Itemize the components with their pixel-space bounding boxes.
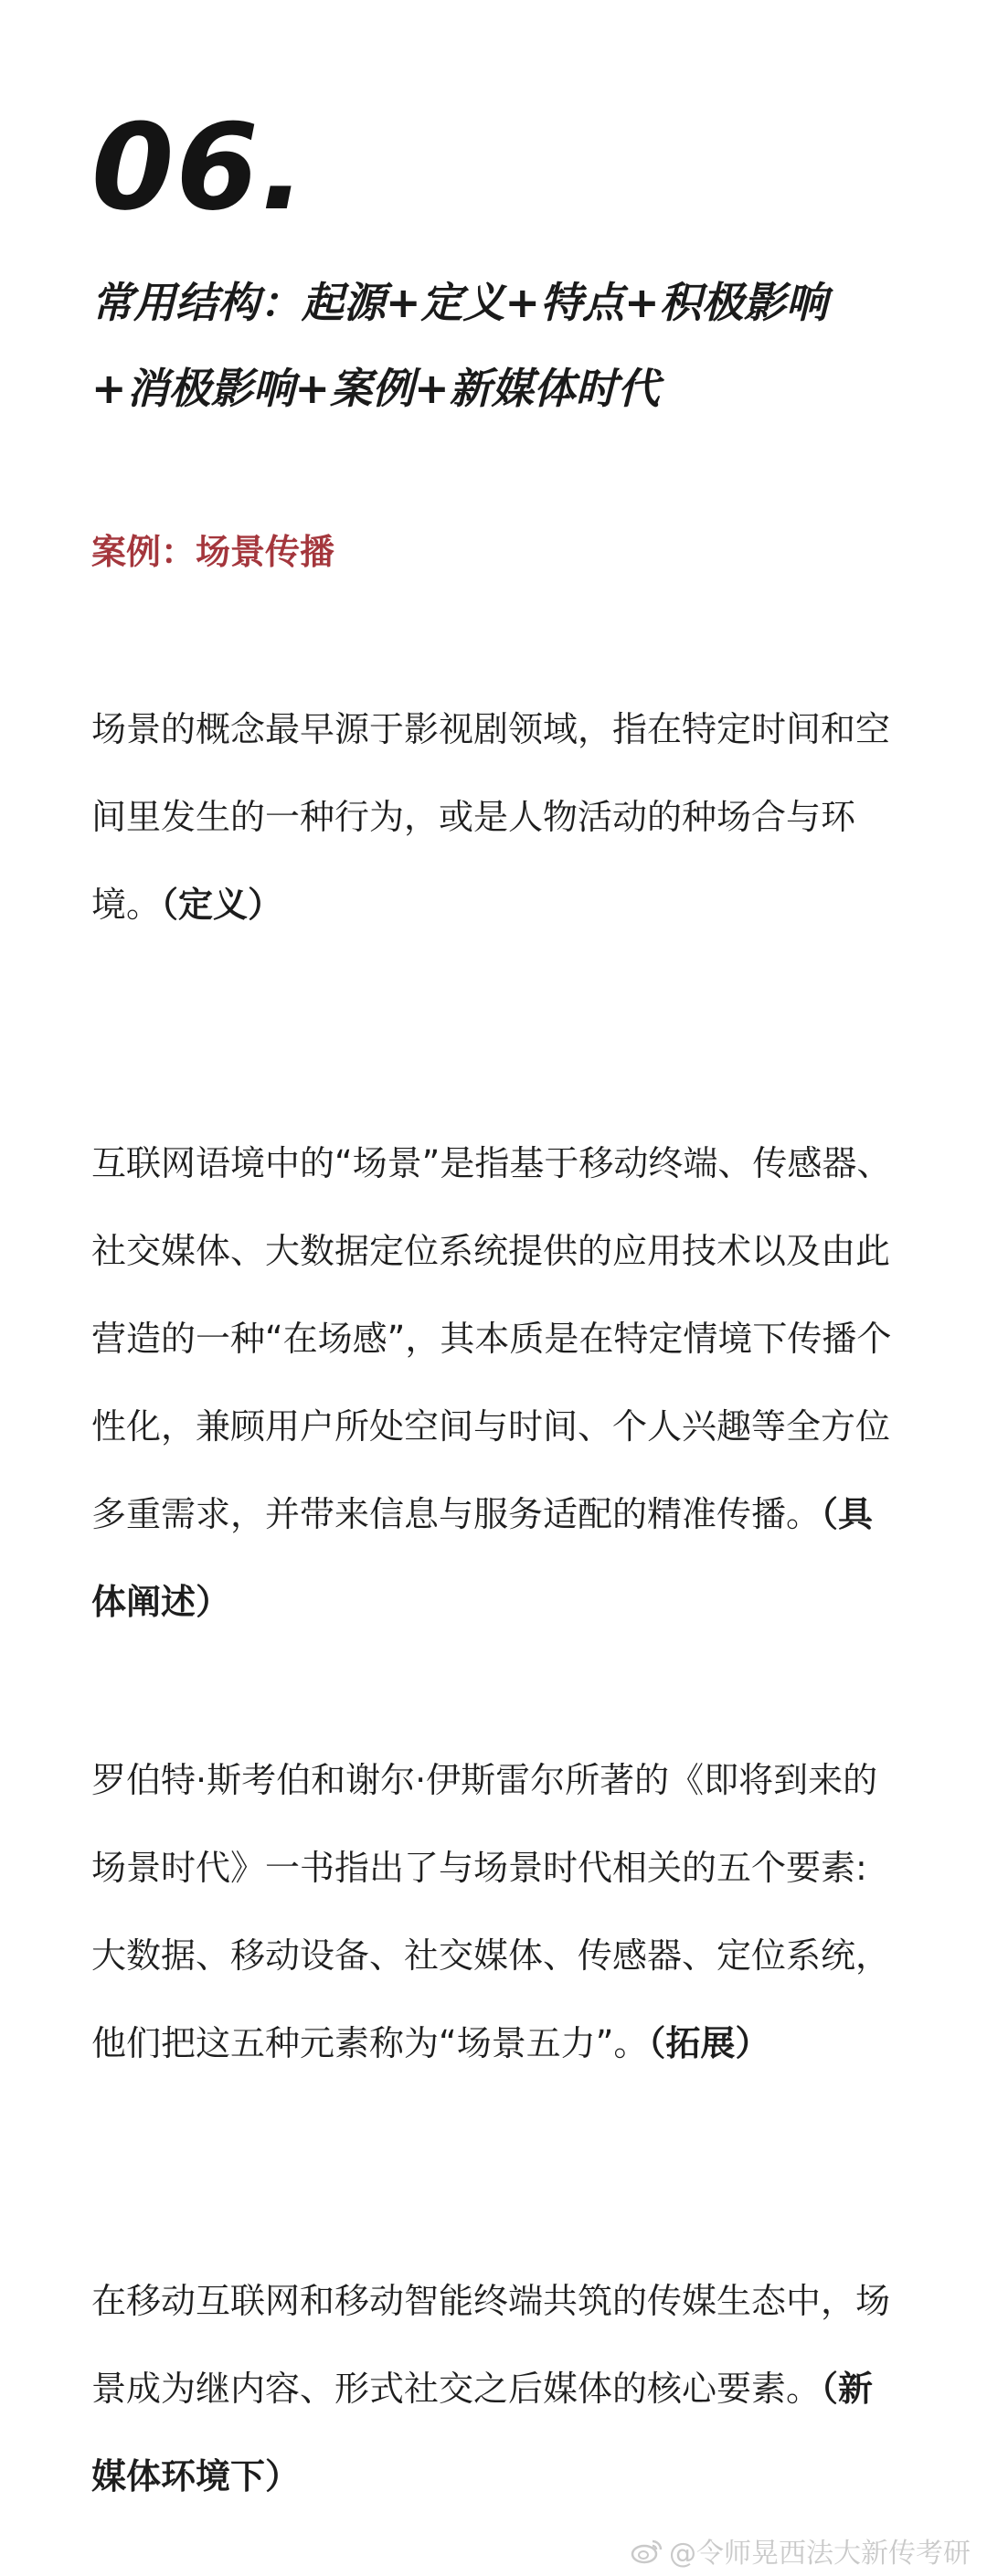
paragraph-text: 互联网语境中的“场景”是指基于移动终端、传感器、社交媒体、大数据定位系统提供的应用技术以及由此营造的一种“在场感”，其本质是在特定情境下传播个性化，兼顾用户所处空间与时间、个人兴趣等全方位多重需求，并带来信息与服务适配的精准传播。 — [91, 1143, 892, 1534]
paragraph-text: 在移动互联网和移动智能终端共筑的传媒生态中，场景成为继内容、形式社交之后媒体的核心要素。 — [91, 2281, 891, 2409]
paragraph-text: 场景的概念最早源于影视剧领域，指在特定时间和空间里发生的一种行为，或是人物活动的种场合与环境。 — [91, 709, 891, 925]
paragraph-text: 罗伯特·斯考伯和谢尔·伊斯雷尔所著的《即将到来的场景时代》一书指出了与场景时代相关的五个要素:大数据、移动设备、社交媒体、传感器、定位系统，他们把这五种元素称为“场景五力”。 — [91, 1760, 891, 2063]
watermark — [631, 2530, 971, 2571]
paragraph-extension — [91, 1736, 896, 2087]
paragraph-tag: （新媒体环境下） — [91, 2369, 874, 2496]
paragraph-new-media — [91, 2257, 896, 2520]
structure-title: 常用结构：起源+定义+特点+积极影响+消极影响+案例+新媒体时代 — [91, 278, 828, 413]
paragraph-tag: （拓展） — [648, 2023, 770, 2063]
paragraph-detail — [91, 1119, 896, 1646]
case-heading: 案例：场景传播 — [91, 532, 335, 572]
weibo-icon — [631, 2537, 663, 2564]
section-number: 06. — [91, 98, 308, 237]
watermark-text: @令师晃西法大新传考研 — [669, 2538, 971, 2570]
paragraph-tag: （具体阐述） — [91, 1494, 874, 1622]
paragraph-definition — [91, 685, 896, 949]
paragraph-tag: （定义） — [161, 885, 283, 925]
